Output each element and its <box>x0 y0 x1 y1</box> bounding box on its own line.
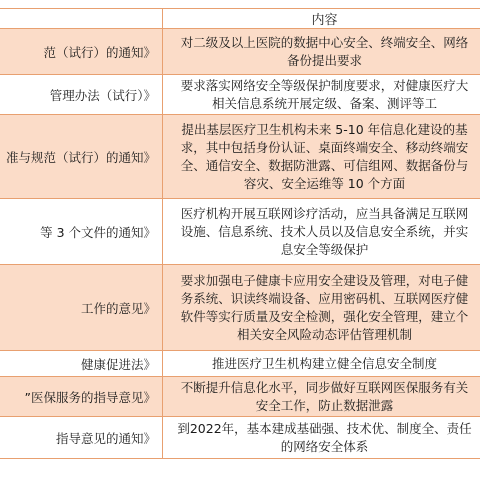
policy-name-cell <box>0 351 163 377</box>
content-line: 相关安全风险动态评估管理机制 <box>236 326 412 342</box>
content-line: 设施、信息系统、技术人员以及信息安全系统，并实 <box>180 223 469 239</box>
policy-name-cell <box>0 265 163 351</box>
policy-name: 指导意见的通知》 <box>55 430 156 446</box>
content-line: 要求加强电子健康卡应用安全建设及管理，对电子健 <box>180 272 469 288</box>
policy-content-cell <box>163 199 480 265</box>
content-line: 软件等实行质量及安全检测，强化安全管理，建立个 <box>180 308 469 324</box>
policy-name-cell <box>0 377 163 417</box>
content-line: 对二级及以上医院的数据中心安全、终端安全、网络 <box>180 34 469 50</box>
table-row <box>0 417 480 459</box>
content-line: 不断提升信息化水平，同步做好互联网医保服务有关 <box>180 379 469 395</box>
policy-content-cell <box>163 29 480 75</box>
policy-name: 准与规范（试行）的通知》 <box>5 149 156 165</box>
table-header-row <box>0 9 480 29</box>
content-line: 提出基层医疗卫生机构未来 5-10 年信息化建设的基 <box>181 121 468 137</box>
content-line: 全、通信安全、数据防泄露、可信组网、数据备份与 <box>180 157 469 173</box>
table-row <box>0 75 480 115</box>
policy-content-cell <box>163 115 480 199</box>
content-line: 求，其中包括身份认证、桌面终端安全、移动终端安 <box>180 139 469 155</box>
header-name-cell <box>0 9 163 29</box>
policy-name-cell <box>0 115 163 199</box>
content-line: 医疗机构开展互联网诊疗活动，应当具备满足互联网 <box>180 205 469 221</box>
policy-name: 等 3 个文件的通知》 <box>40 224 156 240</box>
table-row <box>0 265 480 351</box>
content-line: 相关信息系统开展定级、备案、测评等工 <box>211 95 437 111</box>
table-row <box>0 29 480 75</box>
table-row <box>0 351 480 377</box>
table-row <box>0 115 480 199</box>
policy-name: 健康促进法》 <box>80 356 156 372</box>
policy-content-cell <box>163 265 480 351</box>
content-line: 务系统、识读终端设备、应用密码机、互联网医疗健 <box>180 290 469 306</box>
policy-content-cell <box>163 417 480 459</box>
content-line: 息安全等级保护 <box>280 241 369 257</box>
policy-content-cell <box>163 351 480 377</box>
header-content-cell: 内容 <box>163 9 480 29</box>
table-row <box>0 199 480 265</box>
content-line: 要求落实网络安全等级保护制度要求，对健康医疗大 <box>180 77 469 93</box>
policy-name: 管理办法（试行）》 <box>49 87 156 103</box>
policy-name-cell <box>0 199 163 265</box>
policy-name: 范（试行）的通知》 <box>43 44 156 60</box>
policy-name-cell <box>0 417 163 459</box>
content-line: 的网络安全体系 <box>280 438 369 454</box>
content-line: 备份提出要求 <box>286 52 362 68</box>
policy-table <box>0 8 480 459</box>
policy-content-cell <box>163 75 480 115</box>
policy-name: ”医保服务的指导意见》 <box>24 389 156 405</box>
policy-name-cell <box>0 29 163 75</box>
content-line: 推进医疗卫生机构建立健全信息安全制度 <box>211 355 437 371</box>
table-body <box>0 29 480 459</box>
content-line: 安全工作，防止数据泄露 <box>255 397 394 413</box>
content-line: 容灾、安全运维等 10 个方面 <box>243 175 406 191</box>
content-line: 到2022年，基本建成基础强、技术优、制度全、责任 <box>177 420 472 436</box>
policy-content-cell <box>163 377 480 417</box>
policy-name-cell <box>0 75 163 115</box>
policy-name: 工作的意见》 <box>80 300 156 316</box>
table-row <box>0 377 480 417</box>
